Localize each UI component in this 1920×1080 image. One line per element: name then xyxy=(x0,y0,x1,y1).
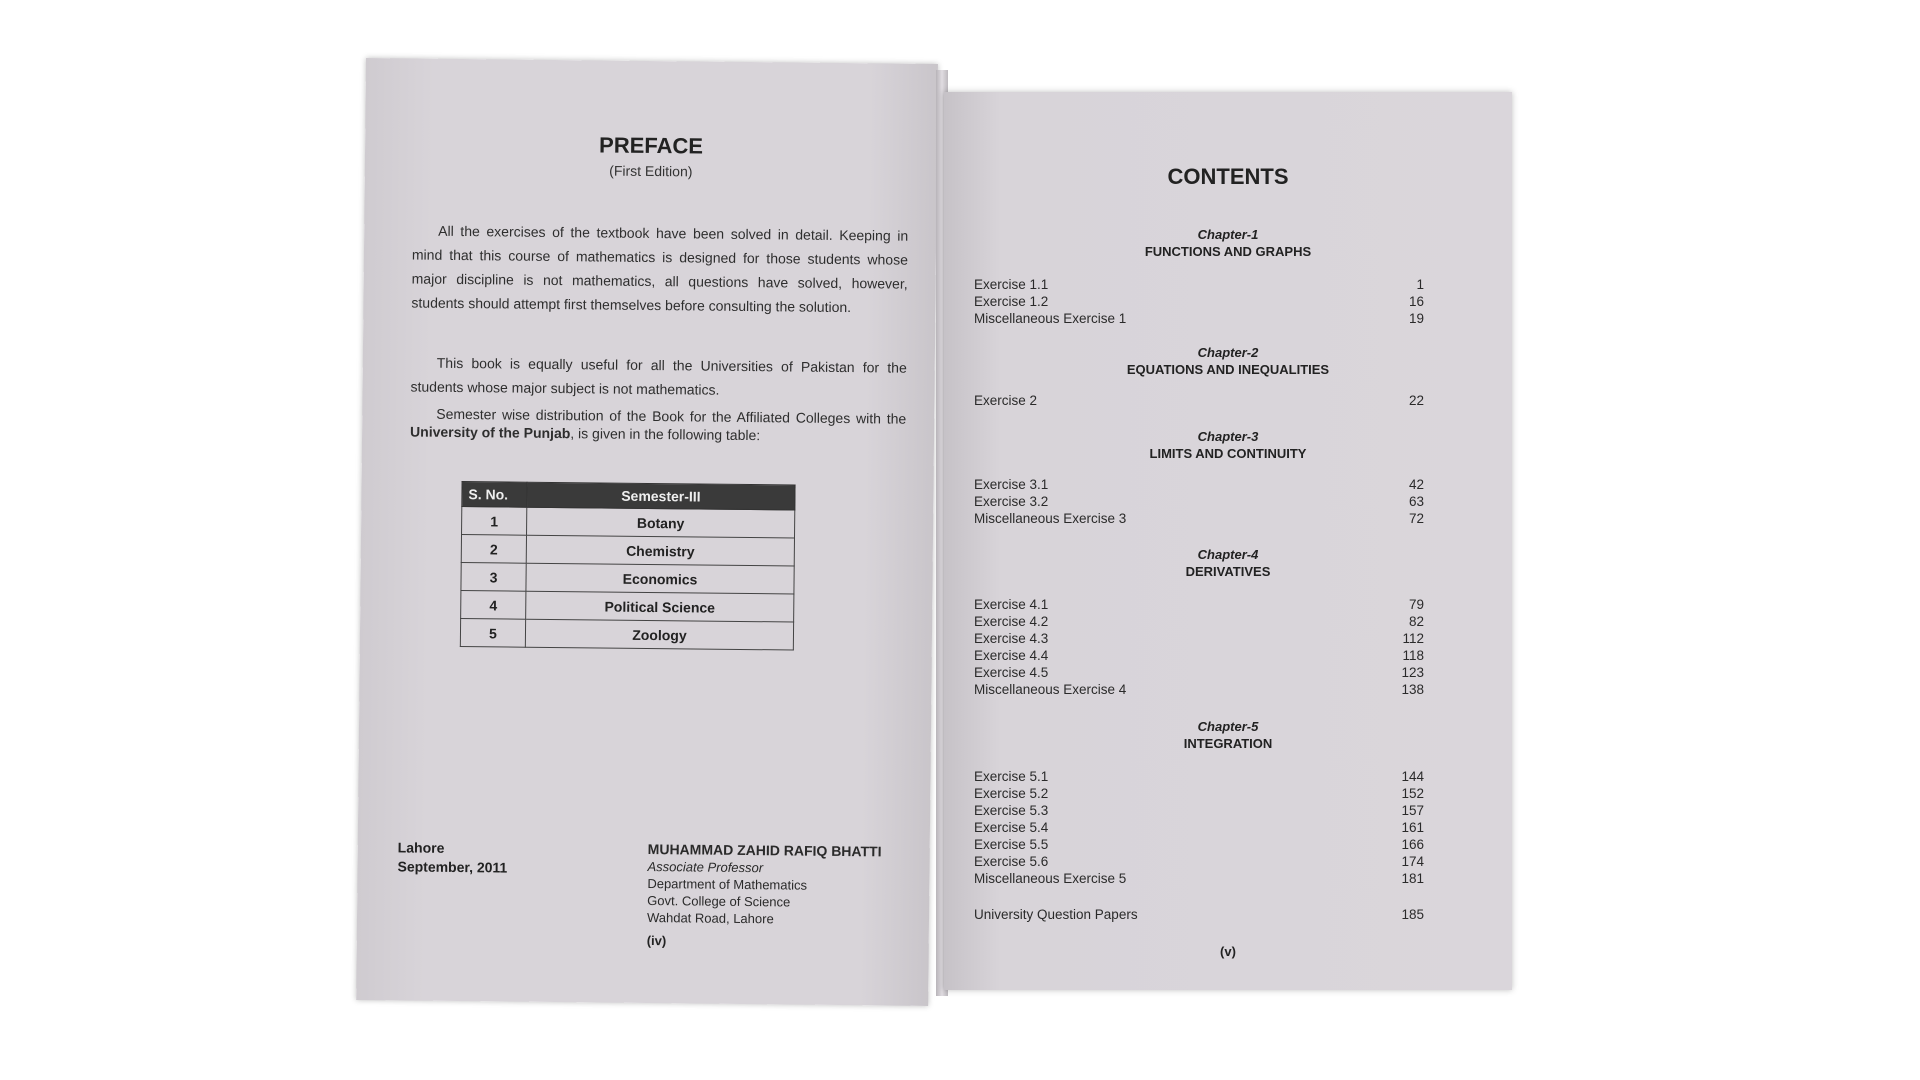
preface-paragraph-2 xyxy=(410,350,906,403)
entry-page: 42 xyxy=(1408,477,1424,492)
entry-page: 22 xyxy=(1408,393,1424,408)
entry-page: 138 xyxy=(1401,682,1424,697)
preface-subtitle: (First Edition) xyxy=(609,162,693,180)
contents-entry xyxy=(974,476,1424,493)
chapter-heading xyxy=(944,344,1512,378)
entry-name: Exercise 3.1 xyxy=(974,477,1049,492)
entry-page: 144 xyxy=(1401,769,1424,784)
place-date-block xyxy=(397,838,507,877)
chapter-heading xyxy=(944,428,1512,462)
entry-name: University Question Papers xyxy=(974,907,1138,922)
table-cell-subject: Zoology xyxy=(525,619,793,650)
entry-page: 118 xyxy=(1402,648,1424,663)
contents-title: CONTENTS xyxy=(1167,164,1289,189)
table-cell-sno: 4 xyxy=(461,591,526,620)
table-cell-sno: 3 xyxy=(461,563,526,592)
contents-entry xyxy=(974,647,1424,664)
preface-paragraph-1 xyxy=(411,218,908,319)
chapter-number: Chapter-5 xyxy=(1197,719,1259,734)
entry-name: Exercise 5.4 xyxy=(974,820,1049,835)
entry-name: Miscellaneous Exercise 1 xyxy=(974,311,1127,326)
entry-page: 82 xyxy=(1408,614,1424,629)
table-header-semester: Semester-III xyxy=(527,482,795,510)
entry-name: Exercise 5.1 xyxy=(974,769,1049,784)
chapter-number: Chapter-3 xyxy=(1197,429,1259,444)
entry-page: 161 xyxy=(1401,820,1424,835)
place: Lahore xyxy=(397,839,445,856)
table-row xyxy=(460,619,793,650)
author-address: Wahdat Road, Lahore xyxy=(646,909,774,927)
table-cell-sno: 1 xyxy=(462,507,527,536)
entry-name: Exercise 5.2 xyxy=(974,786,1049,801)
entry-name: Exercise 1.1 xyxy=(974,277,1049,292)
preface-paragraph-3-bold: University of the Punjab xyxy=(410,423,571,442)
contents-entry xyxy=(974,613,1424,630)
entry-name: Miscellaneous Exercise 5 xyxy=(974,871,1127,886)
entry-page: 63 xyxy=(1408,494,1424,509)
table-row xyxy=(462,507,795,538)
contents-entry xyxy=(974,768,1424,785)
entry-page: 1 xyxy=(1416,277,1424,292)
contents-entry xyxy=(974,853,1424,870)
entry-name: Exercise 4.1 xyxy=(974,597,1049,612)
entry-name: Exercise 5.6 xyxy=(974,854,1049,869)
entry-page: 181 xyxy=(1401,871,1424,886)
preface-page xyxy=(356,58,938,1006)
author-title: Associate Professor xyxy=(647,858,764,876)
author-college: Govt. College of Science xyxy=(647,892,791,910)
entry-name: Miscellaneous Exercise 4 xyxy=(974,682,1127,697)
contents-entry xyxy=(974,510,1424,527)
table-row xyxy=(461,535,794,566)
table-cell-sno: 5 xyxy=(460,619,525,648)
preface-title: PREFACE xyxy=(599,132,704,159)
table-row xyxy=(461,563,794,594)
entry-name: Exercise 4.2 xyxy=(974,614,1049,629)
semester-table xyxy=(460,481,796,650)
chapter-title: FUNCTIONS AND GRAPHS xyxy=(1144,244,1312,259)
entry-page: 19 xyxy=(1408,311,1424,326)
table-cell-subject: Economics xyxy=(526,563,794,594)
contents-entry xyxy=(974,785,1424,802)
chapter-heading xyxy=(944,546,1512,580)
entry-page: 157 xyxy=(1401,803,1424,818)
preface-paragraph-3 xyxy=(410,404,906,445)
preface-paragraph-3-start: Semester wise distribution of the Book for the Affiliated Colleges with the xyxy=(436,405,907,427)
chapter-title: INTEGRATION xyxy=(1183,736,1273,751)
contents-entry xyxy=(974,630,1424,647)
preface-paragraph-1-text: All the exercises of the textbook have been solved in detail. Keeping in mind that this course of mathematics is designed for those students whose major discipline is not mathematics, all questions have solved, however, students should attempt first themselves before consulting the solution. xyxy=(411,222,909,316)
contents-entry xyxy=(974,392,1424,409)
chapter-title: EQUATIONS AND INEQUALITIES xyxy=(1126,362,1330,377)
page-number-right: (v) xyxy=(1220,944,1236,959)
contents-entry xyxy=(974,802,1424,819)
chapter-number: Chapter-2 xyxy=(1197,345,1259,360)
entry-page: 185 xyxy=(1401,907,1424,922)
contents-entry xyxy=(974,836,1424,853)
entry-page: 174 xyxy=(1401,854,1424,869)
contents-entry xyxy=(974,310,1424,327)
table-cell-subject: Botany xyxy=(527,507,795,538)
author-signature-block xyxy=(647,841,882,928)
contents-entry xyxy=(974,664,1424,681)
chapter-title: DERIVATIVES xyxy=(1185,564,1271,579)
chapter-heading xyxy=(944,226,1512,260)
contents-entry xyxy=(974,819,1424,836)
page-number-left: (iv) xyxy=(646,932,667,949)
contents-entry xyxy=(974,681,1424,698)
entry-name: Exercise 4.4 xyxy=(974,648,1049,663)
entry-name: Miscellaneous Exercise 3 xyxy=(974,511,1127,526)
table-header-sno: S. No. xyxy=(462,482,527,508)
table-cell-subject: Chemistry xyxy=(526,535,794,566)
chapter-heading xyxy=(944,718,1512,752)
author-name: MUHAMMAD ZAHID RAFIQ BHATTI xyxy=(647,840,882,860)
contents-entry xyxy=(974,596,1424,613)
entry-page: 112 xyxy=(1402,631,1424,646)
contents-entry xyxy=(974,293,1424,310)
entry-name: Exercise 4.5 xyxy=(974,665,1049,680)
contents-page xyxy=(944,92,1512,990)
chapter-title: LIMITS AND CONTINUITY xyxy=(1149,446,1307,461)
preface-paragraph-3-end: , is given in the following table: xyxy=(570,425,761,444)
entry-page: 152 xyxy=(1401,786,1424,801)
entry-page: 123 xyxy=(1401,665,1424,680)
semester-table-header xyxy=(462,482,795,510)
contents-entry xyxy=(974,276,1424,293)
preface-paragraph-2-text: This book is equally useful for all the Universities of Pakistan for the students whose major subject is not mathematics. xyxy=(410,354,907,398)
contents-entry-final xyxy=(974,906,1424,923)
entry-page: 72 xyxy=(1408,511,1424,526)
author-department: Department of Mathematics xyxy=(647,875,808,893)
entry-name: Exercise 5.3 xyxy=(974,803,1049,818)
table-cell-subject: Political Science xyxy=(526,591,794,622)
chapter-number: Chapter-4 xyxy=(1197,547,1259,562)
chapter-number: Chapter-1 xyxy=(1197,227,1259,242)
table-cell-sno: 2 xyxy=(461,535,526,564)
entry-page: 166 xyxy=(1401,837,1424,852)
entry-name: Exercise 4.3 xyxy=(974,631,1049,646)
entry-page: 16 xyxy=(1408,294,1424,309)
entry-name: Exercise 3.2 xyxy=(974,494,1049,509)
entry-name: Exercise 2 xyxy=(974,393,1038,408)
date: September, 2011 xyxy=(397,858,508,876)
table-row xyxy=(461,591,794,622)
entry-name: Exercise 5.5 xyxy=(974,837,1049,852)
entry-name: Exercise 1.2 xyxy=(974,294,1049,309)
entry-page: 79 xyxy=(1408,597,1424,612)
contents-entry xyxy=(974,493,1424,510)
contents-entry xyxy=(974,870,1424,887)
